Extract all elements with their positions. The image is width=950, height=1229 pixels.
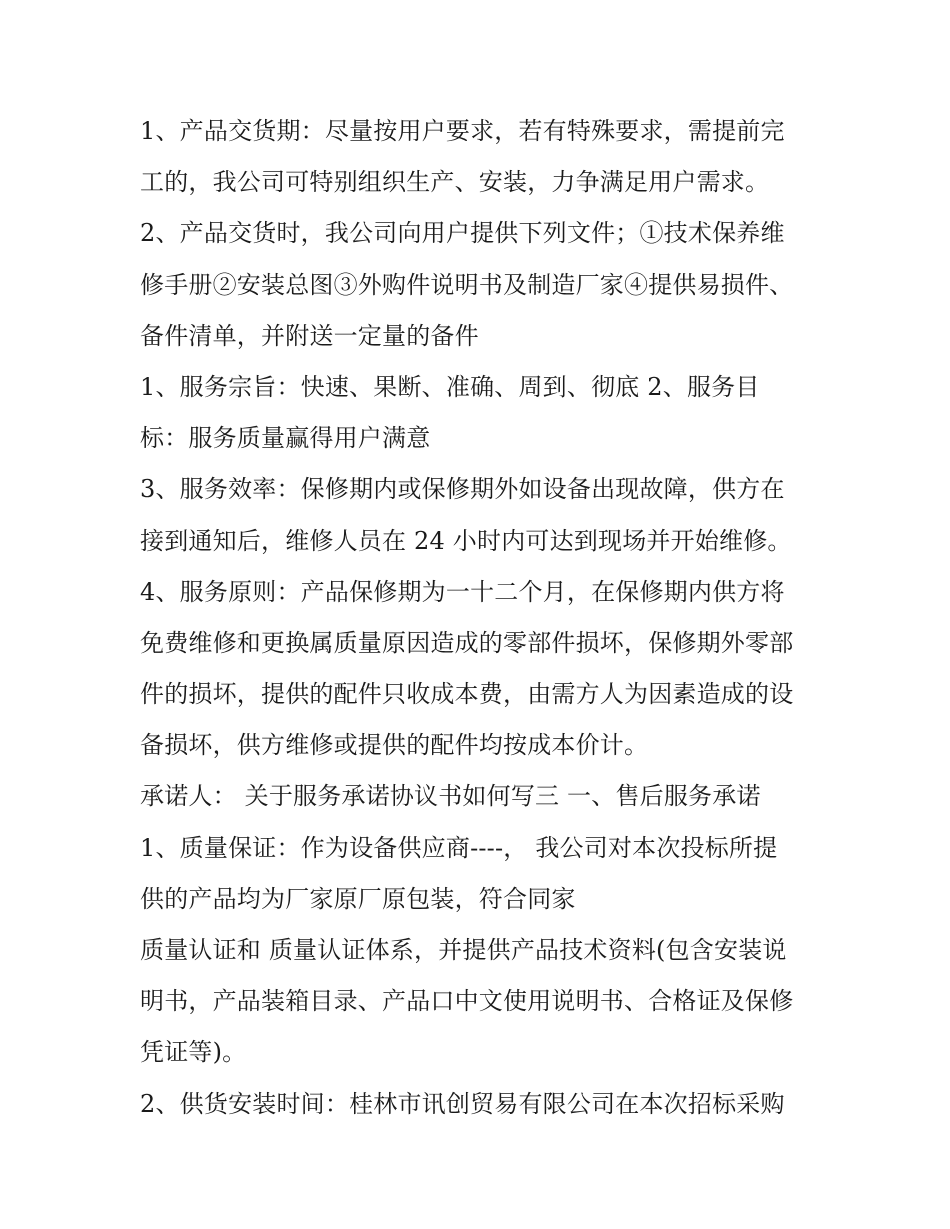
text-line: 1、质量保证：作为设备供应商----， 我公司对本次投标所提 xyxy=(140,833,778,862)
text-line: 1、产品交货期：尽量按用户要求，若有特殊要求，需提前完 xyxy=(140,117,785,145)
text-line: 承诺人： 关于服务承诺协议书如何写三 一、售后服务承诺 xyxy=(140,782,761,811)
text-line: 免费维修和更换属质量原因造成的零部件损坏，保修期外零部 xyxy=(140,628,794,657)
text-line: 凭证等)。 xyxy=(140,1038,247,1067)
text-line: 供的产品均为厂家原厂原包装，符合同家 xyxy=(140,884,576,913)
document-body xyxy=(140,106,840,1130)
text-line: 1、服务宗旨：快速、果断、准确、周到、彻底 2、服务目 xyxy=(140,372,760,401)
text-line: 备损坏，供方维修或提供的配件均按成本价计。 xyxy=(140,731,649,760)
text-line: 标：服务质量赢得用户满意 xyxy=(140,424,431,453)
text-line: 2、产品交货时，我公司向用户提供下列文件；①技术保养维 xyxy=(140,219,785,248)
text-line: 明书，产品装箱目录、产品口中文使用说明书、合格证及保修 xyxy=(140,987,794,1016)
text-line: 件的损坏，提供的配件只收成本费，由需方人为因素造成的设 xyxy=(140,680,794,709)
text-line: 接到通知后，维修人员在 24 小时内可达到现场并开始维修。 xyxy=(140,526,792,555)
text-line: 4、服务原则：产品保修期为一十二个月，在保修期内供方将 xyxy=(140,577,785,606)
text-line: 备件清单，并附送一定量的备件 xyxy=(140,321,479,350)
text-line: 2、供货安装时间：桂林市讯创贸易有限公司在本次招标采购 xyxy=(140,1089,785,1118)
text-line: 修手册②安装总图③外购件说明书及制造厂家④提供易损件、 xyxy=(140,270,794,299)
text-line: 工的，我公司可特别组织生产、安装，力争满足用户需求。 xyxy=(140,168,770,197)
text-line: 3、服务效率：保修期内或保修期外如设备出现故障，供方在 xyxy=(140,475,785,504)
text-line: 质量认证和 质量认证体系，并提供产品技术资料(包含安装说 xyxy=(140,936,787,964)
